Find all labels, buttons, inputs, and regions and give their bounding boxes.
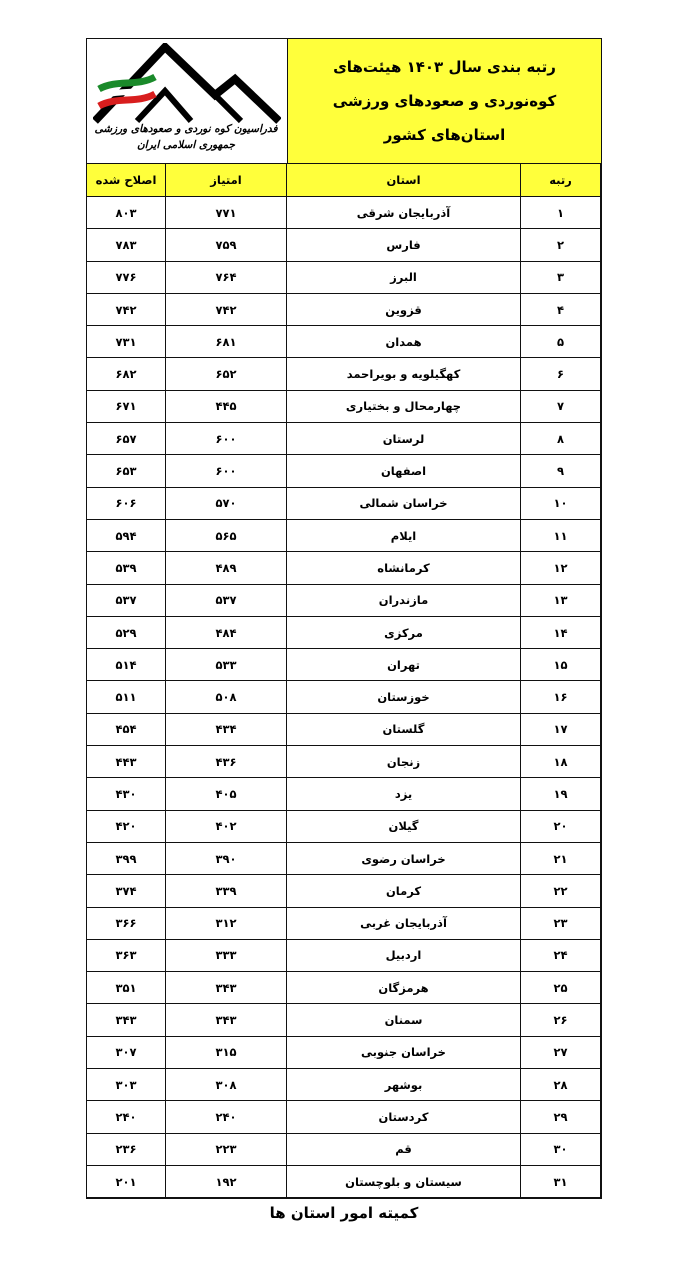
score-cell: ۶۰۰ — [166, 455, 287, 487]
table-row — [87, 423, 601, 455]
table-body — [87, 197, 601, 1198]
rank-cell: ۱ — [521, 197, 601, 229]
sheet-header — [87, 39, 601, 163]
province-cell: البرز — [287, 261, 521, 293]
table-header-row — [87, 164, 601, 197]
adjusted-cell: ۲۰۱ — [87, 1165, 166, 1197]
score-cell: ۴۳۶ — [166, 746, 287, 778]
score-cell: ۷۶۴ — [166, 261, 287, 293]
province-cell: مازندران — [287, 584, 521, 616]
committee-footer: کمیته امور استان ها — [269, 1204, 419, 1222]
federation-logo — [87, 39, 287, 163]
rank-cell: ۹ — [521, 455, 601, 487]
adjusted-cell: ۴۲۰ — [87, 810, 166, 842]
rank-cell: ۲۷ — [521, 1036, 601, 1068]
adjusted-cell: ۲۳۶ — [87, 1133, 166, 1165]
logo-text-line-2: جمهوری اسلامی ایران — [136, 139, 236, 151]
score-cell: ۴۸۴ — [166, 616, 287, 648]
table-row — [87, 810, 601, 842]
adjusted-cell: ۶۵۳ — [87, 455, 166, 487]
province-cell: کهگیلویه و بویراحمد — [287, 358, 521, 390]
adjusted-cell: ۳۹۹ — [87, 842, 166, 874]
adjusted-cell: ۳۶۶ — [87, 907, 166, 939]
rank-cell: ۲۳ — [521, 907, 601, 939]
score-cell: ۳۰۸ — [166, 1069, 287, 1101]
rank-cell: ۱۱ — [521, 519, 601, 551]
province-cell: اردبیل — [287, 939, 521, 971]
score-cell: ۲۲۳ — [166, 1133, 287, 1165]
table-row — [87, 875, 601, 907]
province-cell: کردستان — [287, 1101, 521, 1133]
rank-cell: ۲۰ — [521, 810, 601, 842]
score-cell: ۵۷۰ — [166, 487, 287, 519]
title-line-3: استان‌های کشور — [383, 126, 506, 144]
rank-cell: ۱۲ — [521, 552, 601, 584]
score-cell: ۵۳۳ — [166, 649, 287, 681]
province-cell: اصفهان — [287, 455, 521, 487]
table-row — [87, 907, 601, 939]
adjusted-cell: ۴۴۳ — [87, 746, 166, 778]
column-header-rank: رتبه — [521, 164, 601, 197]
adjusted-cell: ۷۸۳ — [87, 229, 166, 261]
rank-cell: ۸ — [521, 423, 601, 455]
rank-cell: ۲ — [521, 229, 601, 261]
rank-cell: ۳۰ — [521, 1133, 601, 1165]
score-cell: ۴۰۲ — [166, 810, 287, 842]
standings-table — [86, 163, 601, 1198]
adjusted-cell: ۴۵۴ — [87, 713, 166, 745]
table-row — [87, 455, 601, 487]
score-cell: ۶۰۰ — [166, 423, 287, 455]
title-line-1: رتبه بندی سال ۱۴۰۳ هیئت‌های — [333, 58, 556, 76]
rank-cell: ۱۵ — [521, 649, 601, 681]
rank-cell: ۲۲ — [521, 875, 601, 907]
province-cell: آذربایجان غربی — [287, 907, 521, 939]
adjusted-cell: ۳۵۱ — [87, 972, 166, 1004]
score-cell: ۳۱۵ — [166, 1036, 287, 1068]
table-row — [87, 552, 601, 584]
province-cell: گلستان — [287, 713, 521, 745]
adjusted-cell: ۳۴۳ — [87, 1004, 166, 1036]
province-cell: سمنان — [287, 1004, 521, 1036]
table-row — [87, 1165, 601, 1197]
table-row — [87, 972, 601, 1004]
adjusted-cell: ۶۵۷ — [87, 423, 166, 455]
adjusted-cell: ۵۳۹ — [87, 552, 166, 584]
score-cell: ۷۵۹ — [166, 229, 287, 261]
table-row — [87, 939, 601, 971]
score-cell: ۴۰۵ — [166, 778, 287, 810]
adjusted-cell: ۶۸۲ — [87, 358, 166, 390]
rank-cell: ۳۱ — [521, 1165, 601, 1197]
table-row — [87, 1004, 601, 1036]
province-cell: سیستان و بلوچستان — [287, 1165, 521, 1197]
adjusted-cell: ۳۰۷ — [87, 1036, 166, 1068]
adjusted-cell: ۴۳۰ — [87, 778, 166, 810]
table-row — [87, 778, 601, 810]
province-cell: خراسان جنوبی — [287, 1036, 521, 1068]
title-block — [287, 39, 601, 163]
province-cell: ایلام — [287, 519, 521, 551]
table-row — [87, 197, 601, 229]
rank-cell: ۱۰ — [521, 487, 601, 519]
score-cell: ۳۳۹ — [166, 875, 287, 907]
province-cell: یزد — [287, 778, 521, 810]
table-row — [87, 1101, 601, 1133]
adjusted-cell: ۵۳۷ — [87, 584, 166, 616]
province-cell: همدان — [287, 326, 521, 358]
adjusted-cell: ۵۱۱ — [87, 681, 166, 713]
table-row — [87, 616, 601, 648]
rank-cell: ۴ — [521, 293, 601, 325]
title-line-2: کوه‌نوردی و صعودهای ورزشی — [332, 92, 557, 110]
table-row — [87, 487, 601, 519]
province-cell: قزوین — [287, 293, 521, 325]
adjusted-cell: ۳۶۳ — [87, 939, 166, 971]
province-cell: چهارمحال و بختیاری — [287, 390, 521, 422]
score-cell: ۱۹۲ — [166, 1165, 287, 1197]
rank-cell: ۲۸ — [521, 1069, 601, 1101]
mountain-logo-icon — [93, 43, 281, 125]
table-row — [87, 326, 601, 358]
table-row — [87, 746, 601, 778]
table-row — [87, 261, 601, 293]
adjusted-cell: ۳۷۴ — [87, 875, 166, 907]
score-cell: ۲۴۰ — [166, 1101, 287, 1133]
column-header-adjusted: اصلاح شده — [87, 164, 166, 197]
column-header-score: امتیاز — [166, 164, 287, 197]
rank-cell: ۱۹ — [521, 778, 601, 810]
rank-cell: ۷ — [521, 390, 601, 422]
score-cell: ۳۱۲ — [166, 907, 287, 939]
score-cell: ۳۳۳ — [166, 939, 287, 971]
score-cell: ۷۴۲ — [166, 293, 287, 325]
province-cell: هرمزگان — [287, 972, 521, 1004]
standings-sheet — [86, 38, 602, 1199]
province-cell: خراسان رضوی — [287, 842, 521, 874]
province-cell: تهران — [287, 649, 521, 681]
rank-cell: ۱۸ — [521, 746, 601, 778]
table-row — [87, 713, 601, 745]
province-cell: بوشهر — [287, 1069, 521, 1101]
table-row — [87, 584, 601, 616]
score-cell: ۶۸۱ — [166, 326, 287, 358]
rank-cell: ۲۵ — [521, 972, 601, 1004]
rank-cell: ۵ — [521, 326, 601, 358]
score-cell: ۶۵۲ — [166, 358, 287, 390]
province-cell: مرکزی — [287, 616, 521, 648]
score-cell: ۴۸۹ — [166, 552, 287, 584]
table-row — [87, 649, 601, 681]
score-cell: ۳۴۳ — [166, 1004, 287, 1036]
column-header-province: استان — [287, 164, 521, 197]
score-cell: ۷۷۱ — [166, 197, 287, 229]
rank-cell: ۲۴ — [521, 939, 601, 971]
rank-cell: ۱۷ — [521, 713, 601, 745]
province-cell: لرستان — [287, 423, 521, 455]
adjusted-cell: ۵۹۴ — [87, 519, 166, 551]
province-cell: کرمان — [287, 875, 521, 907]
score-cell: ۵۳۷ — [166, 584, 287, 616]
logo-text-line-1: فدراسیون کوه نوردی و صعودهای ورزشی — [94, 123, 278, 135]
table-row — [87, 519, 601, 551]
table-row — [87, 681, 601, 713]
province-cell: خوزستان — [287, 681, 521, 713]
rank-cell: ۱۳ — [521, 584, 601, 616]
adjusted-cell: ۷۴۲ — [87, 293, 166, 325]
province-cell: خراسان شمالی — [287, 487, 521, 519]
score-cell: ۴۴۵ — [166, 390, 287, 422]
adjusted-cell: ۳۰۳ — [87, 1069, 166, 1101]
province-cell: زنجان — [287, 746, 521, 778]
adjusted-cell: ۷۷۶ — [87, 261, 166, 293]
province-cell: کرمانشاه — [287, 552, 521, 584]
rank-cell: ۲۶ — [521, 1004, 601, 1036]
province-cell: قم — [287, 1133, 521, 1165]
rank-cell: ۲۱ — [521, 842, 601, 874]
province-cell: آذربایجان شرقی — [287, 197, 521, 229]
rank-cell: ۳ — [521, 261, 601, 293]
table-row — [87, 1133, 601, 1165]
table-row — [87, 293, 601, 325]
score-cell: ۴۳۴ — [166, 713, 287, 745]
table-row — [87, 1036, 601, 1068]
table-row — [87, 229, 601, 261]
adjusted-cell: ۵۲۹ — [87, 616, 166, 648]
province-cell: فارس — [287, 229, 521, 261]
score-cell: ۳۴۳ — [166, 972, 287, 1004]
table-row — [87, 390, 601, 422]
adjusted-cell: ۶۰۶ — [87, 487, 166, 519]
score-cell: ۵۶۵ — [166, 519, 287, 551]
rank-cell: ۲۹ — [521, 1101, 601, 1133]
adjusted-cell: ۵۱۴ — [87, 649, 166, 681]
adjusted-cell: ۲۴۰ — [87, 1101, 166, 1133]
table-row — [87, 842, 601, 874]
rank-cell: ۱۴ — [521, 616, 601, 648]
adjusted-cell: ۸۰۳ — [87, 197, 166, 229]
score-cell: ۵۰۸ — [166, 681, 287, 713]
adjusted-cell: ۷۳۱ — [87, 326, 166, 358]
rank-cell: ۱۶ — [521, 681, 601, 713]
adjusted-cell: ۶۷۱ — [87, 390, 166, 422]
table-row — [87, 1069, 601, 1101]
score-cell: ۳۹۰ — [166, 842, 287, 874]
table-row — [87, 358, 601, 390]
province-cell: گیلان — [287, 810, 521, 842]
rank-cell: ۶ — [521, 358, 601, 390]
